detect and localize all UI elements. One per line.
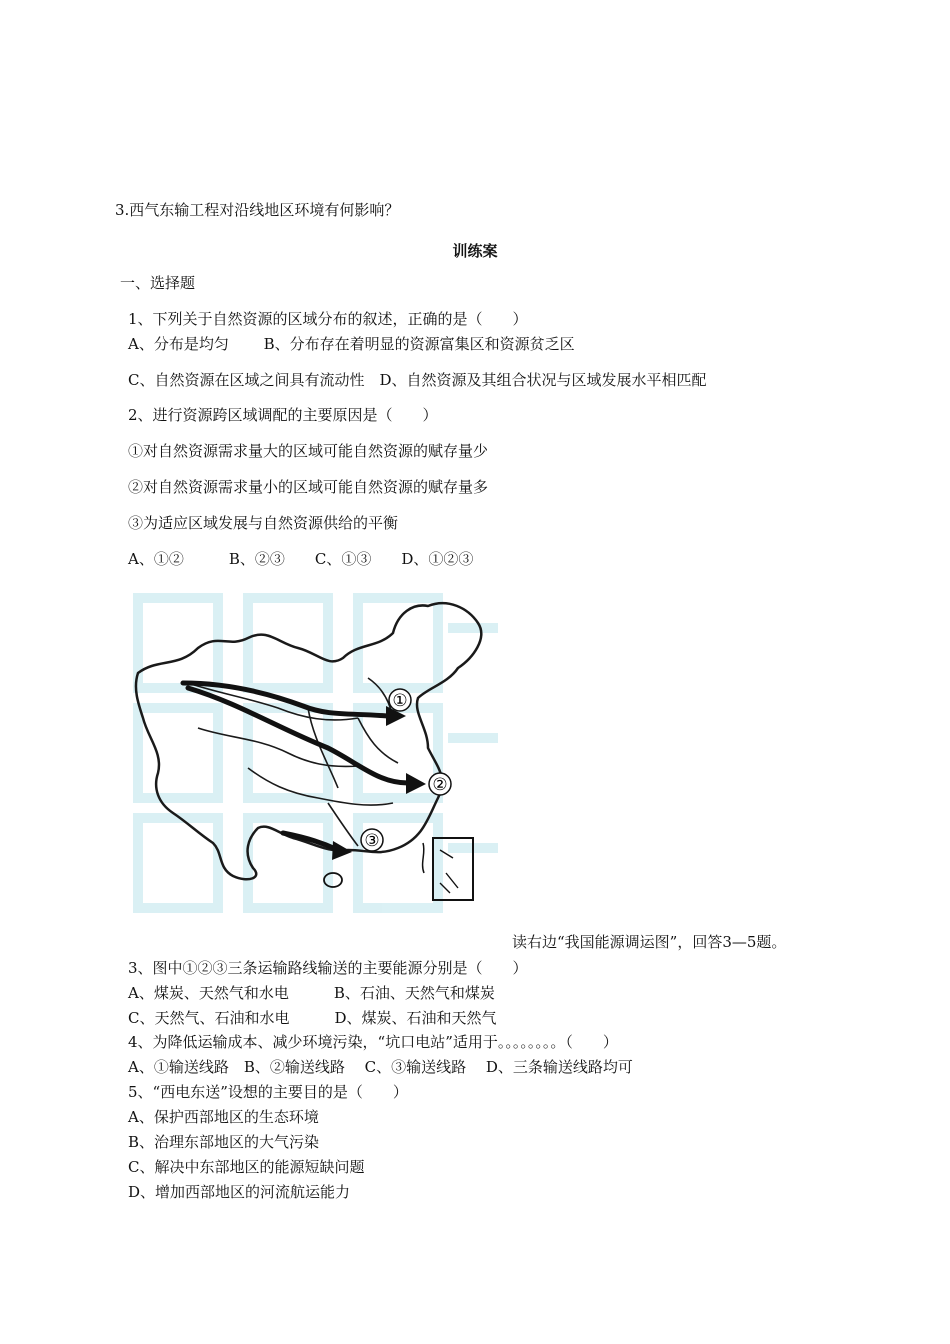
- route-label-2: ②: [432, 775, 448, 795]
- question-2-options: A、①② B、②③ C、①③ D、①②③: [128, 550, 474, 568]
- question-4-stem: 4、为降低运输成本、减少环境污染，“坑口电站”适用于。。。。。。。。（ ）: [128, 1033, 618, 1051]
- watermark: [138, 598, 498, 908]
- question-5-stem: 5、“西电东送”设想的主要目的是（ ）: [128, 1083, 408, 1101]
- question-3-options-ab: A、煤炭、天然气和水电 B、石油、天然气和煤炭: [128, 984, 495, 1002]
- question-5-option-d: D、增加西部地区的河流航运能力: [128, 1183, 351, 1201]
- question-1-options-cd: C、自然资源在区域之间具有流动性 D、自然资源及其组合状况与区域发展水平相匹配: [128, 371, 707, 389]
- question-5-option-a: A、保护西部地区的生态环境: [128, 1108, 319, 1126]
- essay-question-3: 3.西气东输工程对沿线地区环境有何影响？: [115, 201, 400, 219]
- question-4-options: A、①输送线路 B、②输送线路 C、③输送线路 D、三条输送线路均可: [128, 1058, 633, 1076]
- question-2-item-2: ②对自然资源需求量小的区域可能自然资源的赋存量多: [128, 478, 489, 496]
- question-2-item-1: ①对自然资源需求量大的区域可能自然资源的赋存量少: [128, 442, 489, 460]
- arrow-head-2: [406, 773, 426, 794]
- route-label-3: ③: [364, 831, 380, 851]
- question-1-stem: 1、下列关于自然资源的区域分布的叙述，正确的是（ ）: [128, 310, 528, 328]
- question-5-option-b: B、治理东部地区的大气污染: [128, 1133, 320, 1151]
- question-2-item-3: ③为适应区域发展与自然资源供给的平衡: [128, 514, 399, 532]
- map-caption: 读右边“我国能源调运图”，回答3—5题。: [512, 933, 787, 951]
- question-3-stem: 3、图中①②③三条运输路线输送的主要能源分别是（ ）: [128, 959, 528, 977]
- route-label-1: ①: [392, 691, 408, 711]
- energy-transport-map: [128, 588, 508, 918]
- question-5-option-c: C、解决中东部地区的能源短缺问题: [128, 1158, 365, 1176]
- question-2-stem: 2、进行资源跨区域调配的主要原因是（ ）: [128, 406, 438, 424]
- question-3-options-cd: C、天然气、石油和水电 D、煤炭、石油和天然气: [128, 1009, 497, 1027]
- arrow-head-3: [332, 841, 352, 860]
- part-title: 一、选择题: [120, 274, 196, 292]
- question-1-options-ab: A、分布是均匀 B、分布存在着明显的资源富集区和资源贫乏区: [128, 335, 575, 353]
- section-title: 训练案: [452, 242, 498, 260]
